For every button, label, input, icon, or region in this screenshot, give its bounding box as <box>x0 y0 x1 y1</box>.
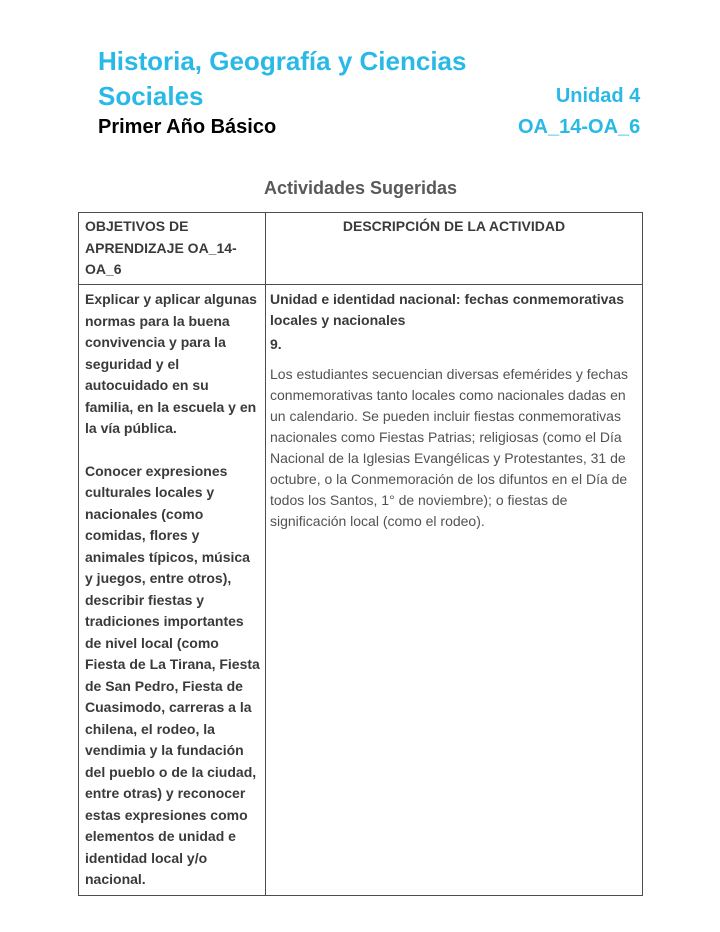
document-subtitle: Primer Año Básico <box>98 116 277 138</box>
activities-table <box>78 212 643 896</box>
objective-paragraph: Conocer expresiones culturales locales y nacionales (como comidas, flores y animales típicos, música y juegos, entre otros), describir fiestas y tradiciones importantes de nivel local (como Fiesta de La Tirana, Fiesta de San Pedro, Fiesta de Cuasimodo, carreras a la chilena, el rodeo, la vendimia y la fundación del pueblo o de la ciudad, entre otras) y reconocer estas expresiones como elementos de unidad e identidad local y/o nacional. <box>85 462 260 887</box>
description-cell <box>266 285 643 896</box>
activity-title: Unidad e identidad nacional: fechas conmemorativas locales y nacionales <box>270 291 624 328</box>
document-header <box>78 44 643 140</box>
document-title: Historia, Geografía y Ciencias Sociales <box>98 46 467 111</box>
table-header-row <box>79 213 643 285</box>
oa-code: OA_14-OA_6 <box>518 116 641 138</box>
section-title: Actividades Sugeridas <box>263 178 458 198</box>
unit-label: Unidad 4 <box>555 85 641 107</box>
table-row <box>79 285 643 896</box>
activity-body: Los estudiantes secuencian diversas efemérides y fechas conmemorativas tanto locales como nacionales dadas en un calendario. Se pueden incluir fiestas conmemorativas nacionales como Fiestas Patrias; religiosas (como el Día Nacional de la Iglesias Evangélicas y Protestantes, 31 de octubre, o la Conmemoración de los difuntos en el Día de todos los Santos, 1° de noviembre); o fiestas de significación local (como el rodeo). <box>270 366 628 529</box>
objectives-column-header: OBJETIVOS DE APRENDIZAJE OA_14-OA_6 <box>79 213 266 285</box>
header-title-block <box>98 44 518 140</box>
description-column-header: DESCRIPCIÓN DE LA ACTIVIDAD <box>266 213 643 285</box>
header-unit-block <box>518 44 640 140</box>
activity-number: 9. <box>270 336 282 352</box>
objectives-cell <box>79 285 266 896</box>
objective-paragraph: Explicar y aplicar algunas normas para la buena convivencia y para la seguridad y el autocuidado en su familia, en la escuela y en la vía pública. <box>85 291 257 436</box>
